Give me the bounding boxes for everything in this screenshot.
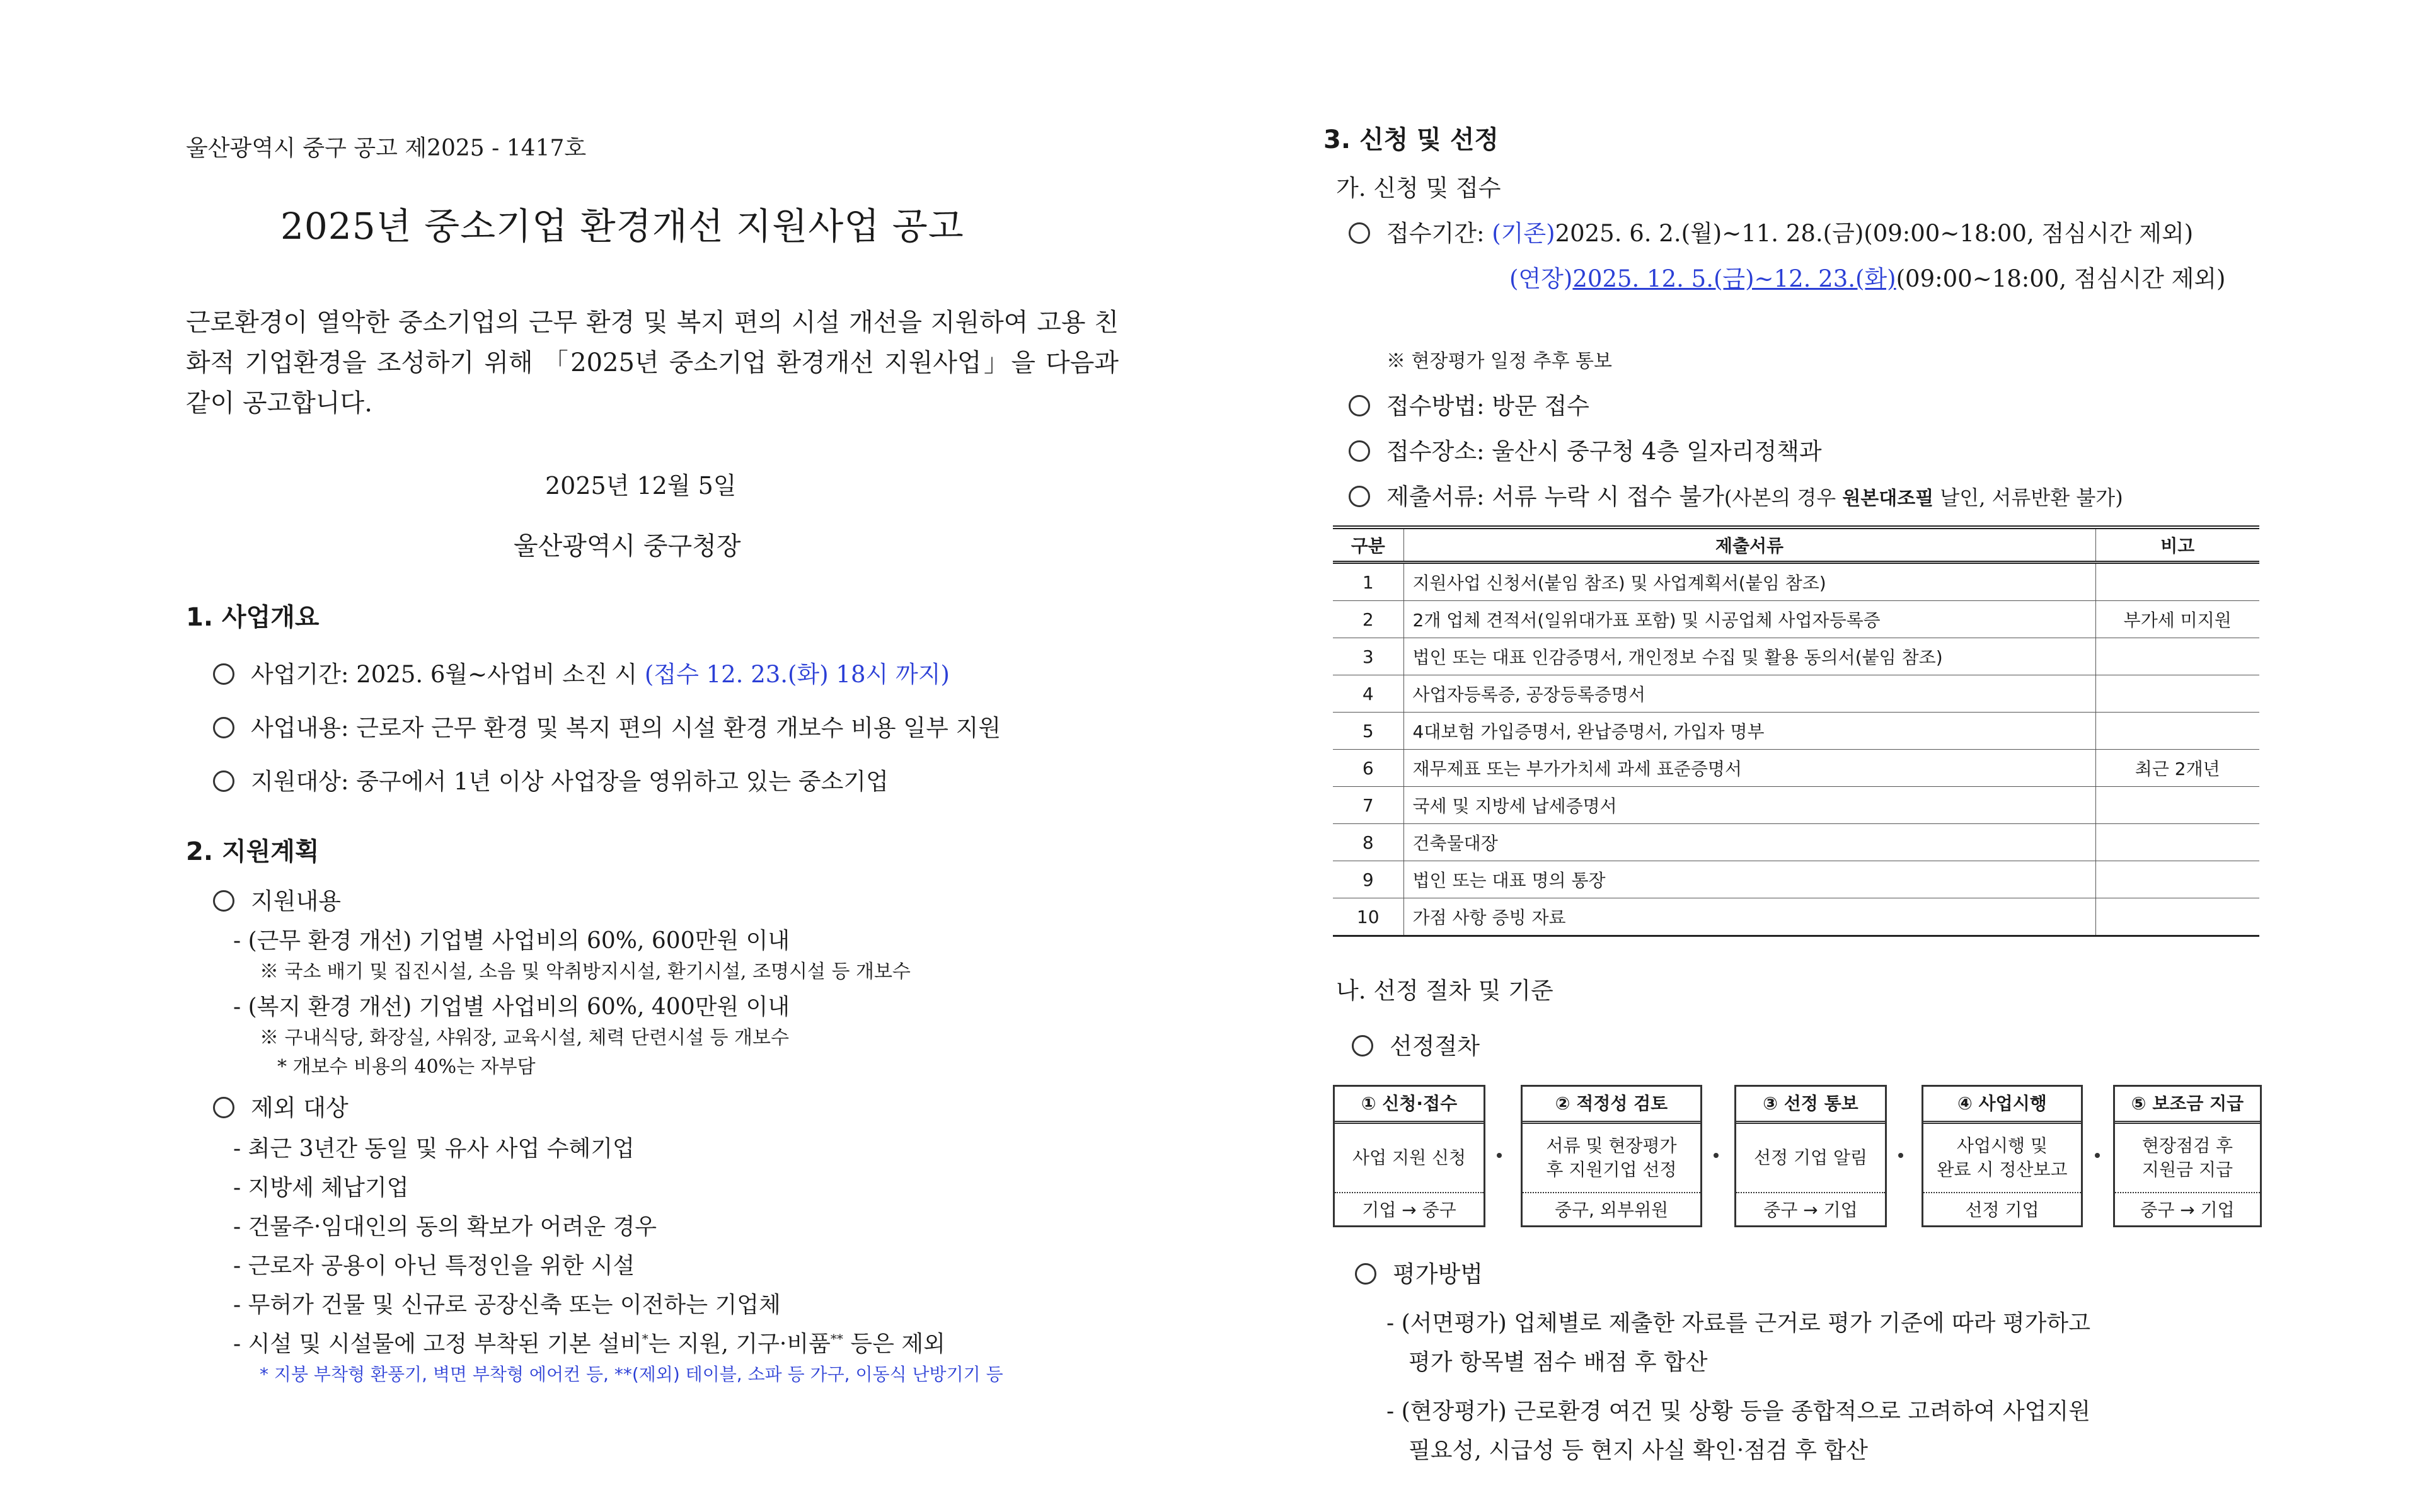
self-pay-note: * 개보수 비용의 40%는 자부담	[277, 1056, 536, 1078]
table-row: 2 2개 업체 견적서(일위대가표 포함) 및 시공업체 사업자등록증 부가세 미지원	[1333, 601, 2259, 638]
notice-number: 울산광역시 중구 공고 제2025 - 1417호	[186, 135, 587, 161]
eval-onsite: - (현장평가) 근로환경 여건 및 상황 등을 종합적으로 고려하여 사업지원	[1386, 1399, 2090, 1424]
eval-document-cont: 평가 항목별 점수 배점 후 합산	[1409, 1349, 1708, 1375]
exclusion-item: - 최근 3년간 동일 및 유사 사업 수혜기업	[233, 1136, 635, 1162]
issuer-name: 울산광역시 중구청장	[514, 532, 741, 561]
exclusion-item-fixtures: - 시설 및 시설물에 고정 부착된 기본 설비*는 지원, 기구·비품** 등은 제외	[233, 1331, 945, 1357]
circle-bullet-icon	[1349, 440, 1370, 462]
onsite-schedule-note: ※ 현장평가 일정 추후 통보	[1386, 350, 1612, 372]
circle-bullet-icon	[213, 717, 234, 738]
flow-dot-icon	[2095, 1153, 2100, 1158]
place-line: 접수장소: 울산시 중구청 4층 일자리정책과	[1349, 432, 1822, 466]
procedure-label: 선정절차	[1352, 1027, 1480, 1061]
section-3-heading: 3. 신청 및 선정	[1323, 125, 1499, 154]
exclusion-item: - 근로자 공용이 아닌 특정인을 위한 시설	[233, 1253, 635, 1279]
deadline-highlight: (접수 12. 23.(화) 18시 까지)	[644, 661, 950, 688]
flow-dot-icon	[1898, 1153, 1903, 1158]
exclusion-item: - 건물주·임대인의 동의 확보가 어려운 경우	[233, 1214, 657, 1240]
method-line: 접수방법: 방문 접수	[1349, 387, 1589, 421]
period-line-original: 접수기간: (기존)2025. 6. 2.(월)~11. 28.(금)(09:00~18:00, 점심시간 제외)	[1349, 214, 2193, 248]
flow-step: ③ 선정 통보 선정 기업 알림 중구 → 기업	[1734, 1085, 1887, 1227]
table-row: 7 국세 및 지방세 납세증명서	[1333, 787, 2259, 824]
table-row: 3 법인 또는 대표 인감증명서, 개인정보 수집 및 활용 동의서(붙임 참조)	[1333, 638, 2259, 675]
table-row: 5 4대보험 가입증명서, 완납증명서, 가입자 명부	[1333, 713, 2259, 750]
flow-dot-icon	[1714, 1153, 1719, 1158]
sub-b-heading: 나. 선정 절차 및 기준	[1336, 977, 1553, 1004]
flow-step: ① 신청·접수 사업 지원 신청 기업 → 중구	[1333, 1085, 1485, 1227]
circle-bullet-icon	[213, 1097, 234, 1118]
flow-step: ⑤ 보조금 지급 현장점검 후 지원금 지급 중구 → 기업	[2113, 1085, 2262, 1227]
table-row: 8 건축물대장	[1333, 824, 2259, 861]
overview-item-target: 지원대상: 중구에서 1년 이상 사업장을 영위하고 있는 중소기업	[213, 762, 889, 796]
circle-bullet-icon	[1349, 395, 1370, 416]
table-header-row	[1333, 527, 2259, 563]
table-row: 1 지원사업 신청서(붙임 참조) 및 사업계획서(붙임 참조)	[1333, 563, 2259, 601]
exclusion-item: - 무허가 건물 및 신규로 공장신축 또는 이전하는 기업체	[233, 1292, 781, 1318]
flow-step: ④ 사업시행 사업시행 및 완료 시 정산보고 선정 기업	[1922, 1085, 2083, 1227]
intro-paragraph: 근로환경이 열악한 중소기업의 근무 환경 및 복지 편의 시설 개선을 지원하여 고용 친화적 기업환경을 조성하기 위해 「2025년 중소기업 환경개선 지원사업」을 다음과 같이 공고합니다.	[186, 308, 1119, 418]
eval-document: - (서면평가) 업체별로 제출한 자료를 근거로 평가 기준에 따라 평가하고	[1386, 1310, 2090, 1336]
work-env-note: ※ 국소 배기 및 집진시설, 소음 및 악취방지시설, 환기시설, 조명시설 등 개보수	[260, 961, 911, 983]
circle-bullet-icon	[1349, 486, 1370, 507]
exclusion-item: - 지방세 체납기업	[233, 1175, 409, 1201]
overview-item-period: 사업기간: 2025. 6월~사업비 소진 시 (접수 12. 23.(화) 18시 까지)	[213, 655, 950, 689]
circle-bullet-icon	[213, 663, 234, 685]
welfare-env-note: ※ 구내식당, 화장실, 샤워장, 교육시설, 체력 단련시설 등 개보수	[260, 1027, 789, 1049]
table-header: 제출서류	[1403, 527, 2095, 563]
circle-bullet-icon	[1349, 222, 1370, 244]
sub-a-heading: 가. 신청 및 접수	[1336, 175, 1501, 202]
table-header: 비고	[2095, 527, 2259, 563]
overview-item-content: 사업내용: 근로자 근무 환경 및 복지 편의 시설 환경 개보수 비용 일부 지원	[213, 709, 1001, 743]
table-row: 6 재무제표 또는 부가가치세 과세 표준증명서 최근 2개년	[1333, 750, 2259, 787]
fixture-note: * 지붕 부착형 환풍기, 벽면 부착형 에어컨 등, **(제외) 테이블, 소파 등 가구, 이동식 난방기기 등	[260, 1364, 1003, 1385]
eval-onsite-cont: 필요성, 시급성 등 현지 사실 확인·점검 후 합산	[1409, 1438, 1868, 1463]
exclusion-label: 제외 대상	[213, 1089, 349, 1123]
table-row: 4 사업자등록증, 공장등록증명서	[1333, 675, 2259, 713]
table-row: 9 법인 또는 대표 명의 통장	[1333, 861, 2259, 898]
circle-bullet-icon	[1355, 1263, 1376, 1285]
circle-bullet-icon	[1352, 1035, 1373, 1057]
table-row: 10 가점 사항 증빙 자료	[1333, 898, 2259, 936]
circle-bullet-icon	[213, 770, 234, 792]
page-title: 2025년 중소기업 환경개선 지원사업 공고	[280, 205, 964, 248]
period-line-extended: (연장)2025. 12. 5.(금)~12. 23.(화)(09:00~18:00, 점심시간 제외)	[1509, 265, 2226, 292]
circle-bullet-icon	[213, 890, 234, 912]
support-content-label: 지원내용	[213, 882, 341, 916]
work-env-support: - (근무 환경 개선) 기업별 사업비의 60%, 600만원 이내	[233, 928, 790, 954]
announcement-date: 2025년 12월 5일	[545, 472, 737, 500]
docs-line: 제출서류: 서류 누락 시 접수 불가(사본의 경우 원본대조필 날인, 서류반환 불가)	[1349, 478, 2123, 512]
flow-step: ② 적정성 검토 서류 및 현장평가 후 지원기업 선정 중구, 외부위원	[1521, 1085, 1702, 1227]
eval-method-label: 평가방법	[1355, 1255, 1483, 1289]
section-2-heading: 2. 지원계획	[186, 837, 320, 866]
flow-dot-icon	[1497, 1153, 1502, 1158]
table-header: 구분	[1333, 527, 1403, 563]
welfare-env-support: - (복지 환경 개선) 기업별 사업비의 60%, 400만원 이내	[233, 994, 790, 1020]
documents-table	[1333, 525, 2259, 937]
section-1-heading: 1. 사업개요	[186, 603, 320, 632]
